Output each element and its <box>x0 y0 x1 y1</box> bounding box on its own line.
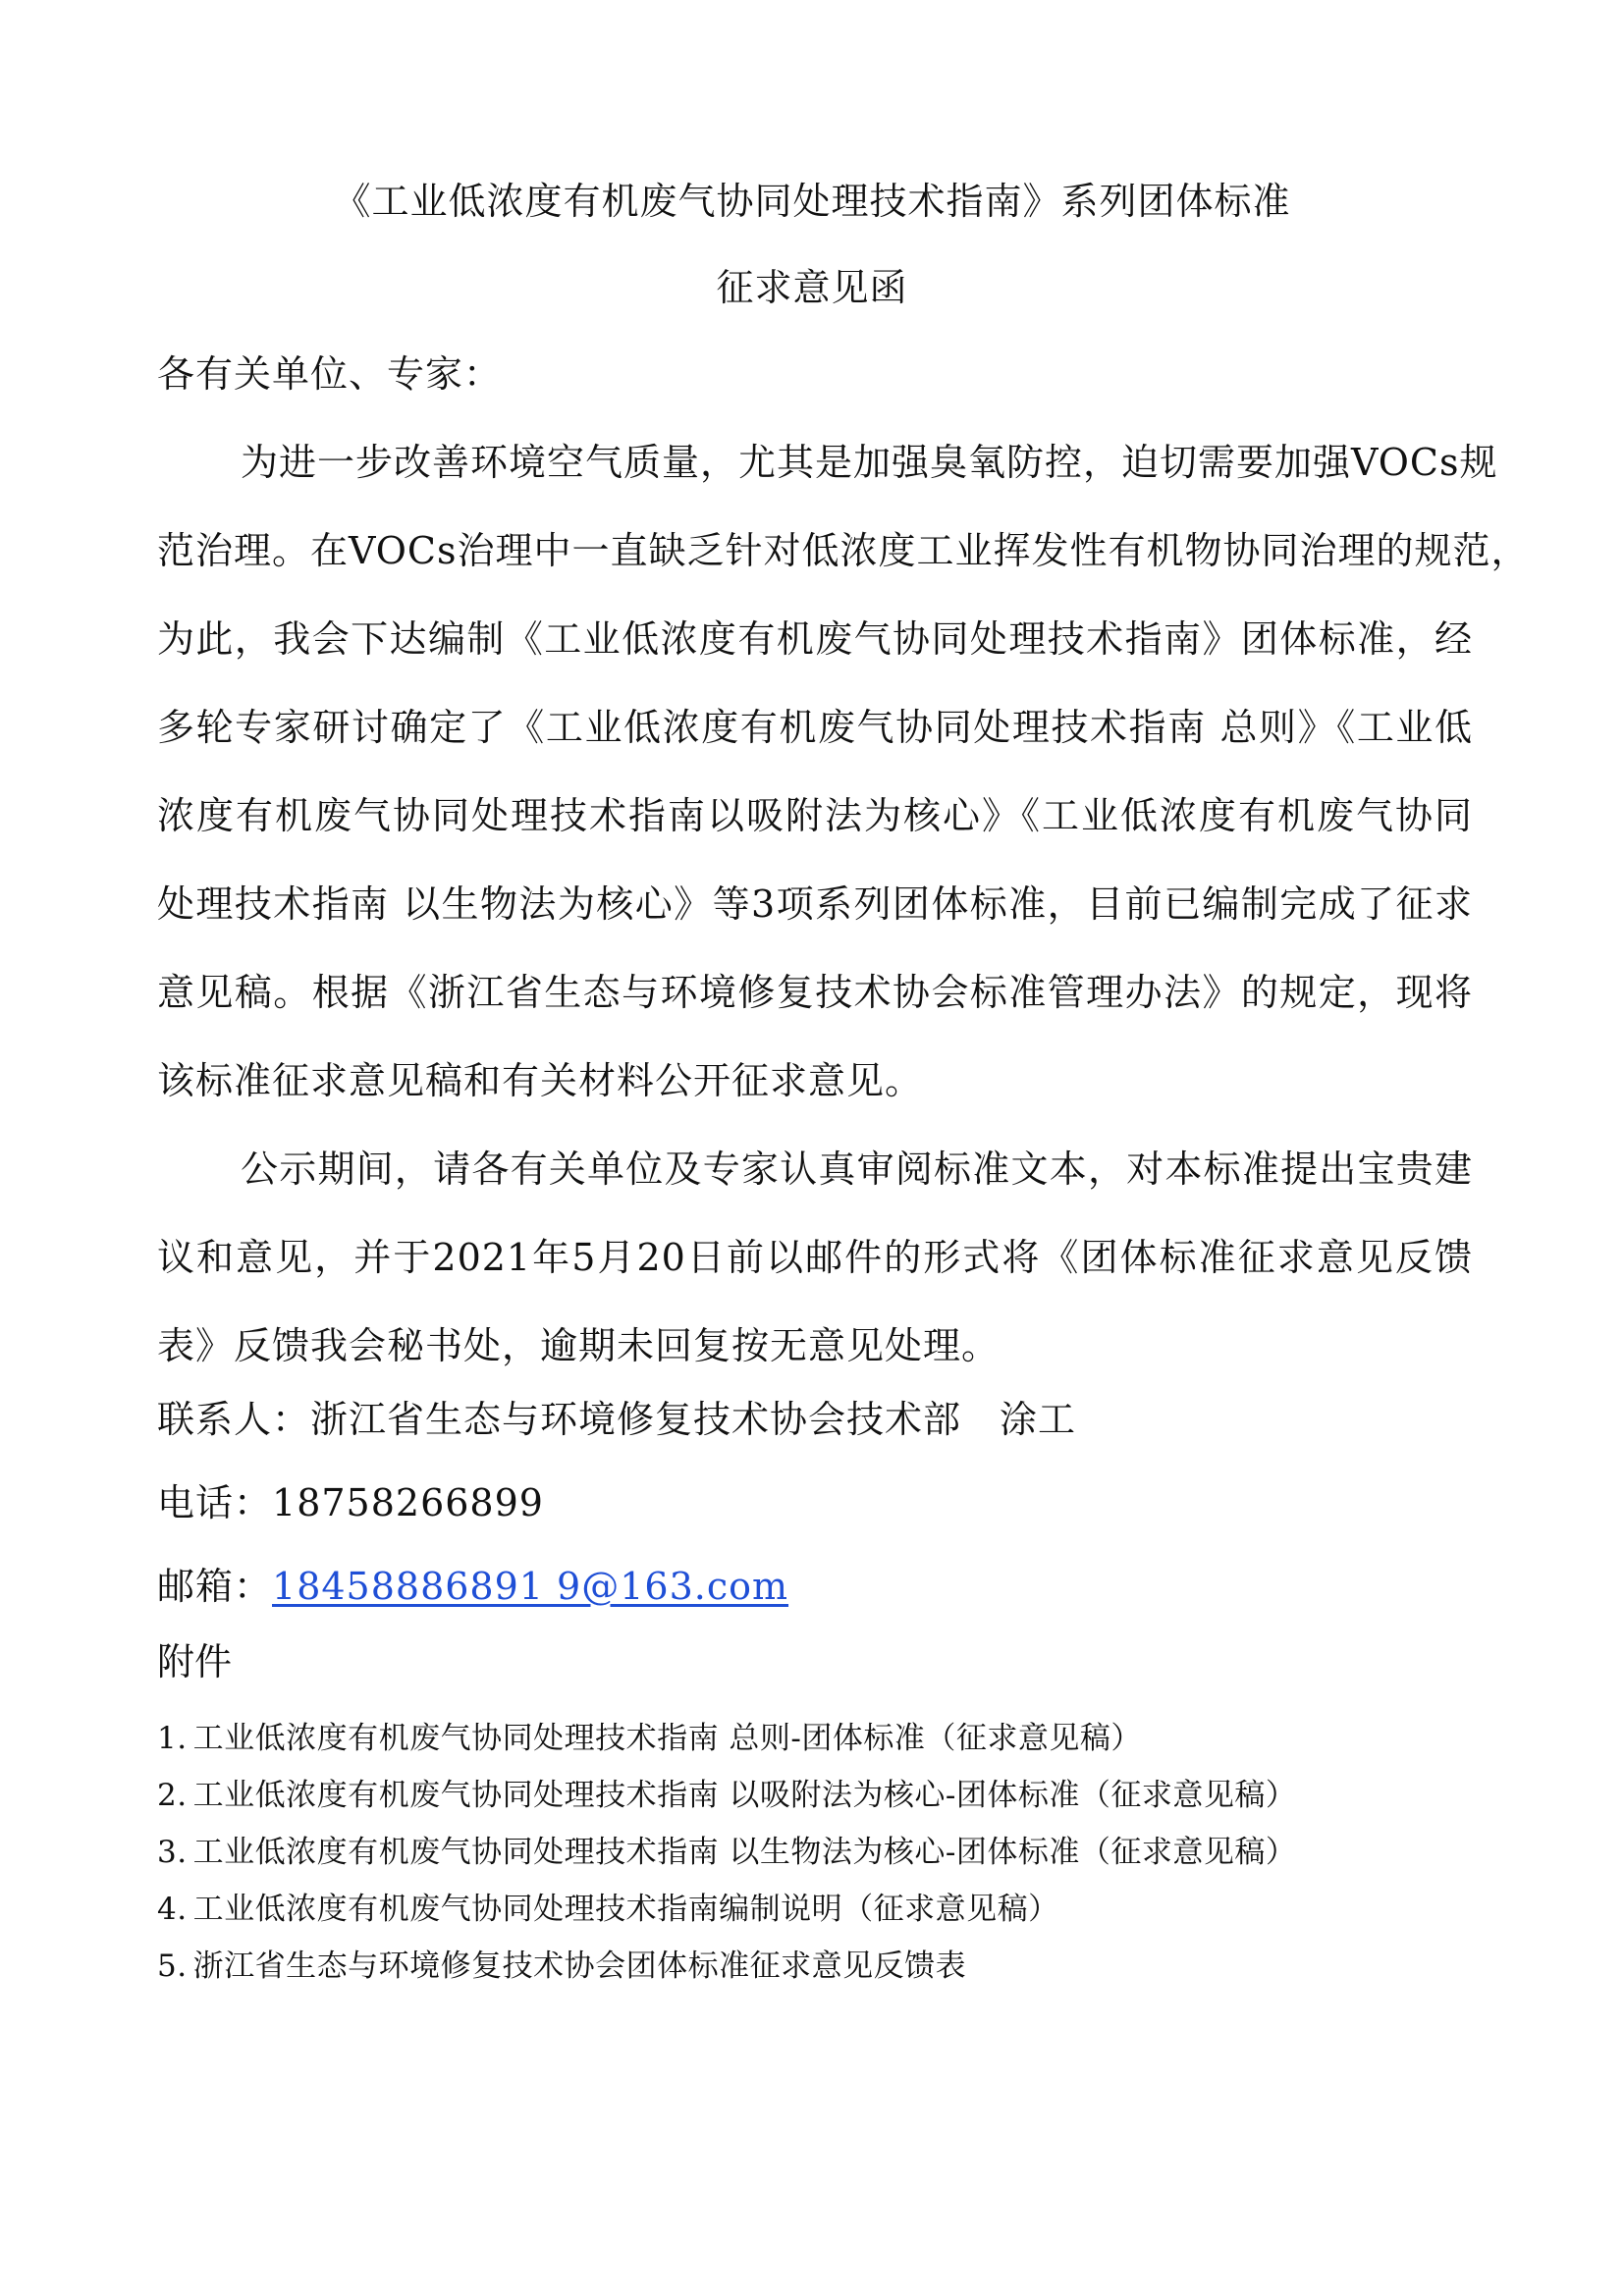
paragraph-1-line: 浓度有机废气协同处理技术指南以吸附法为核心》《工业低浓度有机废气协同 <box>157 794 1473 837</box>
paragraph-1-line: 意见稿。根据《浙江省生态与环境修复技术协会标准管理办法》的规定，现将 <box>157 971 1473 1014</box>
attachment-text: 工业低浓度有机废气协同处理技术指南编制说明（征求意见稿） <box>192 1892 1059 1927</box>
attachment-number: 2. <box>157 1778 188 1813</box>
contact-email-link[interactable]: 18458886891 9@163.com <box>272 1565 789 1608</box>
attachment-item <box>157 1827 1296 1871</box>
contact-phone-value: 18758266899 <box>272 1481 544 1524</box>
paragraph-1-line: 范治理。在VOCs治理中一直缺乏针对低浓度工业挥发性有机物协同治理的规范， <box>157 529 1530 572</box>
contact-person-value: 浙江省生态与环境修复技术协会技术部 涂工 <box>310 1398 1077 1441</box>
paragraph-1-line: 处理技术指南 以生物法为核心》等3项系列团体标准，目前已编制完成了征求 <box>157 882 1473 926</box>
document-title: 《工业低浓度有机废气协同处理技术指南》系列团体标准 <box>333 180 1291 223</box>
contact-person <box>157 1389 1473 1443</box>
attachment-number: 5. <box>157 1949 188 1984</box>
attachment-item <box>157 1713 1142 1757</box>
contact-email-label: 邮箱： <box>157 1565 273 1608</box>
paragraph-2-line: 公示期间，请各有关单位及专家认真审阅标准文本，对本标准提出宝贵建 <box>241 1148 1473 1191</box>
contact-phone <box>157 1472 1473 1526</box>
attachment-number: 4. <box>157 1892 188 1927</box>
contact-email <box>157 1556 1473 1610</box>
attachment-text: 工业低浓度有机废气协同处理技术指南 总则-团体标准（征求意见稿） <box>192 1721 1142 1756</box>
paragraph-1-line: 为此，我会下达编制《工业低浓度有机废气协同处理技术指南》团体标准，经 <box>157 617 1473 661</box>
paragraph-1-line: 为进一步改善环境空气质量，尤其是加强臭氧防控，迫切需要加强VOCs规 <box>241 441 1498 484</box>
paragraph-1-line: 该标准征求意见稿和有关材料公开征求意见。 <box>157 1059 924 1102</box>
paragraph-2-line: 表》反馈我会秘书处，逾期未回复按无意见处理。 <box>157 1324 1001 1367</box>
attachment-number: 3. <box>157 1835 188 1870</box>
salutation: 各有关单位、专家： <box>157 352 503 396</box>
attachment-item <box>157 1770 1296 1814</box>
attachment-item <box>157 1884 1059 1928</box>
attachment-text: 浙江省生态与环境修复技术协会团体标准征求意见反馈表 <box>192 1949 967 1984</box>
attachments-heading: 附件 <box>157 1640 233 1683</box>
paragraph-2-line: 议和意见，并于2021年5月20日前以邮件的形式将《团体标准征求意见反馈 <box>157 1236 1473 1279</box>
attachment-text: 工业低浓度有机废气协同处理技术指南 以吸附法为核心-团体标准（征求意见稿） <box>192 1778 1297 1813</box>
contact-person-label: 联系人： <box>157 1398 311 1441</box>
contact-phone-label: 电话： <box>157 1481 273 1524</box>
attachment-number: 1. <box>157 1721 188 1756</box>
paragraph-1-line: 多轮专家研讨确定了《工业低浓度有机废气协同处理技术指南 总则》《工业低 <box>157 706 1473 749</box>
document-subtitle: 征求意见函 <box>716 266 908 309</box>
attachment-text: 工业低浓度有机废气协同处理技术指南 以生物法为核心-团体标准（征求意见稿） <box>192 1835 1297 1870</box>
attachment-item <box>157 1941 966 1985</box>
